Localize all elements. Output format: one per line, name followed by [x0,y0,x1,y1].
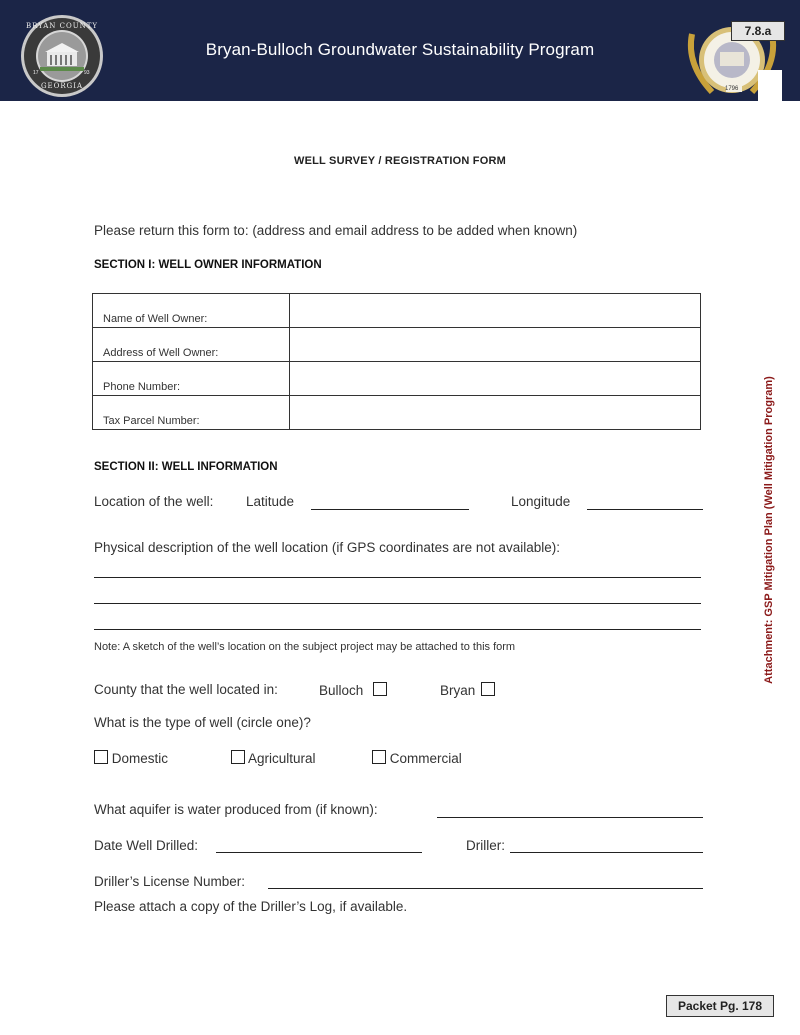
seal-year: 1796 [725,86,739,92]
date-drilled-field[interactable] [216,852,422,853]
form-title: WELL SURVEY / REGISTRATION FORM [294,155,506,167]
type-option-commercial[interactable] [372,750,462,766]
owner-name-label: Name of Well Owner: [93,294,290,328]
driller-field[interactable] [510,852,703,853]
seal-bottom-text: GEORGIA [40,82,84,90]
county-option-bulloch[interactable] [319,682,387,698]
type-option-label: Domestic [111,751,169,766]
type-option-label: Agricultural [248,751,316,766]
latitude-field[interactable] [311,509,469,510]
owner-address-field[interactable] [290,328,701,362]
longitude-field[interactable] [587,509,703,510]
program-title: Bryan-Bulloch Groundwater Sustainability Program [205,40,595,59]
description-line-3[interactable] [94,629,701,630]
phone-label: Phone Number: [93,362,290,396]
phone-field[interactable] [290,362,701,396]
document-number-badge: 7.8.a [731,21,785,41]
driller-label: Driller: [466,838,505,853]
table-row [93,294,701,328]
section2-heading: SECTION II: WELL INFORMATION [94,461,278,473]
county-question: County that the well located in: [94,682,278,697]
seal-year-left: 17 [33,70,39,76]
bryan-checkbox[interactable] [481,682,495,696]
location-label: Location of the well: [94,494,214,509]
owner-name-field[interactable] [290,294,701,328]
aquifer-field[interactable] [437,817,703,818]
license-label: Driller’s License Number: [94,874,246,889]
aquifer-label: What aquifer is water produced from (if known): [94,802,378,817]
table-row [93,362,701,396]
description-line-1[interactable] [94,577,701,578]
packet-page-badge: Packet Pg. 178 [666,995,774,1017]
return-note: Please return this form to: (address and email address to be added when known) [94,223,578,238]
sketch-note: Note: A sketch of the well’s location on the subject project may be attached to this form [94,641,516,653]
county-option-label: Bulloch [319,683,364,698]
license-field[interactable] [268,888,703,889]
section1-heading: SECTION I: WELL OWNER INFORMATION [94,259,322,271]
type-option-label: Commercial [389,751,462,766]
owner-address-label: Address of Well Owner: [93,328,290,362]
type-option-domestic[interactable] [94,750,168,766]
description-line-2[interactable] [94,603,701,604]
seal-year-right: 93 [84,70,90,76]
header-notch [758,70,782,102]
longitude-label: Longitude [511,494,571,509]
seal-top-text: BRYAN COUNTY [25,22,99,30]
header-banner [0,0,800,101]
table-row [93,396,701,430]
well-type-question: What is the type of well (circle one)? [94,715,311,730]
agricultural-checkbox[interactable] [231,750,245,764]
county-option-bryan[interactable] [440,682,495,698]
owner-info-table [92,293,701,430]
physical-description-label: Physical description of the well location (if GPS coordinates are not available): [94,540,560,555]
county-option-label: Bryan [440,683,476,698]
date-drilled-label: Date Well Drilled: [94,838,199,853]
commercial-checkbox[interactable] [372,750,386,764]
bulloch-checkbox[interactable] [373,682,387,696]
attach-log-note: Please attach a copy of the Driller’s Log, if available. [94,899,408,914]
attachment-side-label: Attachment: GSP Mitigation Plan (Well Mitigation Program) [763,376,775,684]
tax-parcel-label: Tax Parcel Number: [93,396,290,430]
domestic-checkbox[interactable] [94,750,108,764]
table-row [93,328,701,362]
tax-parcel-field[interactable] [290,396,701,430]
latitude-label: Latitude [246,494,295,509]
type-option-agricultural[interactable] [231,750,316,766]
